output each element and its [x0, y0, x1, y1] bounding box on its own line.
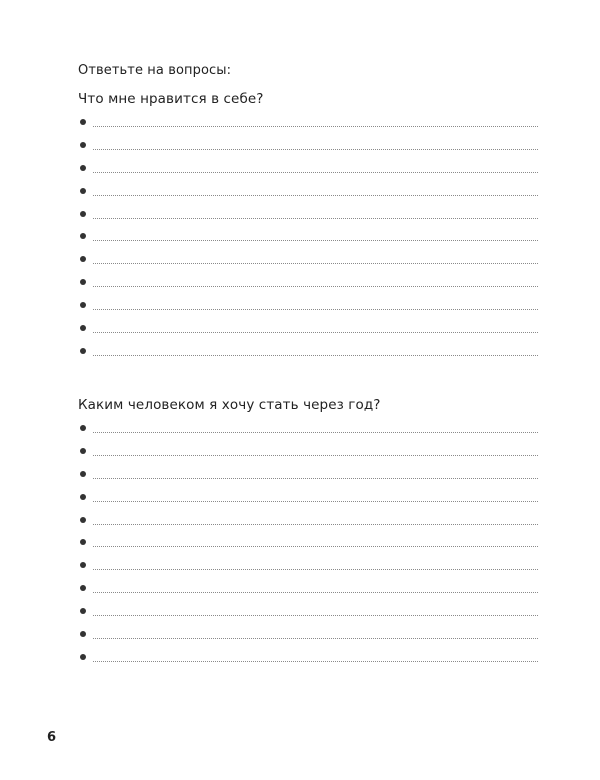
bullet-icon	[80, 425, 86, 431]
bullet-icon	[80, 279, 86, 285]
bullet-icon	[80, 539, 86, 545]
bullet-icon	[80, 348, 86, 354]
bullet-icon	[80, 211, 86, 217]
bullet-icon	[80, 119, 86, 125]
answer-lines-2	[78, 420, 538, 672]
bullet-icon	[80, 256, 86, 262]
answer-line	[78, 580, 538, 603]
bullet-icon	[80, 142, 86, 148]
bullet-icon	[80, 448, 86, 454]
dotted-line	[93, 195, 538, 196]
answer-line	[78, 466, 538, 489]
bullet-icon	[80, 325, 86, 331]
answer-line	[78, 183, 538, 206]
dotted-line	[93, 263, 538, 264]
page-number: 6	[47, 730, 57, 745]
bullet-icon	[80, 302, 86, 308]
answer-line	[78, 443, 538, 466]
answer-line	[78, 251, 538, 274]
answer-line	[78, 206, 538, 229]
answer-line	[78, 603, 538, 626]
question-1: Что мне нравится в себе?	[78, 91, 264, 107]
answer-line	[78, 557, 538, 580]
dotted-line	[93, 240, 538, 241]
dotted-line	[93, 638, 538, 639]
instruction-text: Ответьте на вопросы:	[78, 63, 232, 78]
dotted-line	[93, 569, 538, 570]
bullet-icon	[80, 654, 86, 660]
dotted-line	[93, 149, 538, 150]
dotted-line	[93, 501, 538, 502]
dotted-line	[93, 455, 538, 456]
bullet-icon	[80, 188, 86, 194]
bullet-icon	[80, 608, 86, 614]
dotted-line	[93, 478, 538, 479]
dotted-line	[93, 661, 538, 662]
answer-line	[78, 228, 538, 251]
answer-line	[78, 649, 538, 672]
answer-line	[78, 320, 538, 343]
answer-line	[78, 489, 538, 512]
bullet-icon	[80, 517, 86, 523]
answer-line	[78, 343, 538, 366]
answer-line	[78, 534, 538, 557]
dotted-line	[93, 332, 538, 333]
question-2: Каким человеком я хочу стать через год?	[78, 397, 381, 413]
bullet-icon	[80, 494, 86, 500]
dotted-line	[93, 546, 538, 547]
bullet-icon	[80, 631, 86, 637]
dotted-line	[93, 126, 538, 127]
bullet-icon	[80, 471, 86, 477]
bullet-icon	[80, 165, 86, 171]
answer-line	[78, 626, 538, 649]
answer-line	[78, 512, 538, 535]
dotted-line	[93, 615, 538, 616]
bullet-icon	[80, 233, 86, 239]
dotted-line	[93, 592, 538, 593]
dotted-line	[93, 432, 538, 433]
answer-line	[78, 137, 538, 160]
bullet-icon	[80, 562, 86, 568]
dotted-line	[93, 286, 538, 287]
dotted-line	[93, 524, 538, 525]
answer-line	[78, 297, 538, 320]
answer-line	[78, 114, 538, 137]
dotted-line	[93, 355, 538, 356]
dotted-line	[93, 172, 538, 173]
answer-line	[78, 420, 538, 443]
dotted-line	[93, 309, 538, 310]
bullet-icon	[80, 585, 86, 591]
dotted-line	[93, 218, 538, 219]
answer-lines-1	[78, 114, 538, 366]
answer-line	[78, 160, 538, 183]
answer-line	[78, 274, 538, 297]
